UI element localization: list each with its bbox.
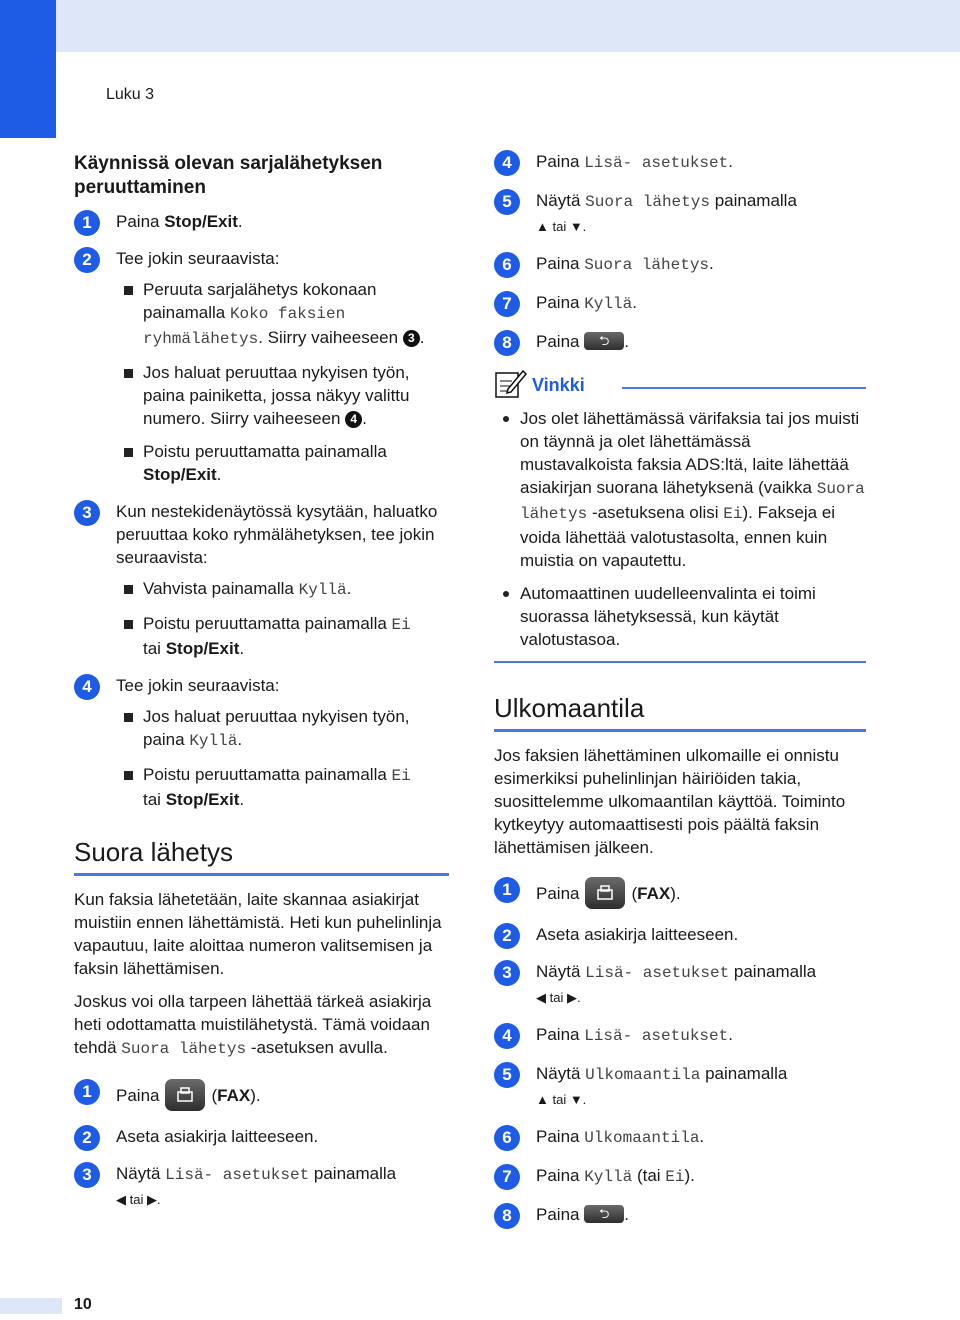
option-list bbox=[116, 278, 449, 486]
lcd-text: Koko faksien ryhmälähetys bbox=[143, 305, 346, 348]
lcd-text: Lisä- asetukset bbox=[584, 1027, 729, 1045]
step-text: . bbox=[624, 332, 629, 351]
section-title: Ulkomaantila bbox=[494, 693, 866, 732]
lcd-text: Kyllä bbox=[189, 732, 238, 750]
lcd-text: Kyllä bbox=[584, 295, 633, 313]
step-3 bbox=[74, 1162, 449, 1211]
step-text: Näytä bbox=[116, 1164, 166, 1183]
square-bullet-icon bbox=[124, 448, 133, 457]
lcd-text: Ei bbox=[391, 616, 411, 634]
arrow-keys-text: ◀ tai ▶. bbox=[536, 990, 581, 1005]
step-2 bbox=[74, 1125, 449, 1148]
chapter-tab bbox=[0, 0, 56, 138]
step-number: 2 bbox=[494, 923, 520, 949]
lcd-text: Suora lähetys bbox=[585, 193, 710, 211]
option-text: . bbox=[239, 790, 245, 809]
step-8 bbox=[494, 330, 866, 353]
paragraph-text: Joskus voi olla tarpeen lähettää tärkeä asiakirja heti odottamatta muistilähetystä. Tämä voidaan tehdä bbox=[74, 992, 432, 1057]
fax-button-icon bbox=[165, 1079, 205, 1111]
step-5 bbox=[494, 1062, 866, 1111]
left-column bbox=[74, 150, 449, 1225]
arrow-keys-text: ▲ tai ▼. bbox=[536, 219, 587, 234]
option-text: Peruuta sarjalähetys kokonaan painamalla bbox=[143, 280, 377, 322]
step-number: 7 bbox=[494, 1164, 520, 1190]
step-number: 6 bbox=[494, 1125, 520, 1151]
step-text: Paina bbox=[536, 1166, 585, 1185]
step-text: Näytä bbox=[536, 962, 586, 981]
step-8 bbox=[494, 1203, 866, 1226]
lcd-text: Ei bbox=[391, 767, 411, 785]
lcd-text: Ulkomaantila bbox=[584, 1129, 700, 1147]
step-number: 3 bbox=[74, 1162, 100, 1188]
lcd-text: Lisä- asetukset bbox=[165, 1166, 310, 1184]
step-number: 8 bbox=[494, 1203, 520, 1229]
square-bullet-icon bbox=[124, 585, 133, 594]
step-text: Kun nestekidenäytössä kysytään, haluatko peruuttaa koko ryhmälähetyksen, tee jokin seuraavista: bbox=[116, 502, 438, 567]
bullet-dot-icon bbox=[503, 416, 509, 422]
step-1 bbox=[494, 877, 866, 909]
step-text: . bbox=[728, 152, 733, 171]
step-6 bbox=[494, 252, 866, 277]
step-3 bbox=[494, 960, 866, 1009]
step-3 bbox=[74, 500, 449, 660]
option-list bbox=[116, 577, 449, 660]
bullet-dot-icon bbox=[503, 591, 509, 597]
option-text: Jos haluat peruuttaa nykyisen työn, paina bbox=[143, 707, 410, 749]
step-number: 1 bbox=[74, 210, 100, 236]
tip-header bbox=[494, 367, 866, 401]
header-band bbox=[0, 0, 960, 52]
step-text: Näytä bbox=[536, 1064, 586, 1083]
step-7 bbox=[494, 1164, 866, 1189]
step-number: 3 bbox=[494, 960, 520, 986]
right-column bbox=[494, 150, 866, 1240]
step-2 bbox=[74, 247, 449, 486]
option-text: . bbox=[239, 639, 245, 658]
step-text: painamalla bbox=[309, 1164, 397, 1183]
subsection-heading: Käynnissä olevan sarjalähetyksen peruuttaminen bbox=[74, 153, 383, 198]
option-text: Poistu peruuttamatta painamalla bbox=[143, 765, 392, 784]
step-text: Paina bbox=[116, 212, 165, 231]
arrow-keys-text: ◀ tai ▶. bbox=[116, 1192, 161, 1207]
option-text: . bbox=[237, 730, 243, 749]
option-text: Vahvista painamalla bbox=[143, 579, 299, 598]
lcd-text: Kyllä bbox=[298, 581, 347, 599]
step-number: 5 bbox=[494, 1062, 520, 1088]
tip-text: -asetuksena olisi bbox=[587, 503, 724, 522]
step-text: . bbox=[709, 254, 714, 273]
option-item bbox=[116, 577, 449, 602]
key-name: FAX bbox=[637, 884, 671, 903]
step-text: painamalla bbox=[709, 191, 797, 210]
lcd-text: Kyllä bbox=[584, 1168, 633, 1186]
step-text: . bbox=[624, 1205, 629, 1224]
step-number: 7 bbox=[494, 291, 520, 317]
option-item bbox=[116, 705, 449, 753]
option-item bbox=[116, 361, 449, 430]
option-text: tai bbox=[143, 639, 166, 658]
tip-item bbox=[494, 407, 866, 572]
step-text: ( bbox=[211, 1086, 218, 1105]
paragraph bbox=[74, 990, 449, 1061]
step-text: Aseta asiakirja laitteeseen. bbox=[536, 925, 739, 944]
square-bullet-icon bbox=[124, 713, 133, 722]
step-text: Paina bbox=[116, 1086, 160, 1105]
step-text: Paina bbox=[536, 1127, 585, 1146]
step-number: 4 bbox=[494, 1023, 520, 1049]
step-text: Paina bbox=[536, 152, 585, 171]
step-text: ). bbox=[670, 884, 681, 903]
option-list bbox=[116, 705, 449, 811]
step-4 bbox=[74, 674, 449, 811]
key-name: Stop/Exit bbox=[164, 212, 238, 231]
section-title: Suora lähetys bbox=[74, 837, 449, 876]
paragraph: Kun faksia lähetetään, laite skannaa asiakirjat muistiin ennen lähettämistä. Heti kun puhelinlinja vapautuu, laite aloittaa numeron valitsemisen ja faksin lähettämisen. bbox=[74, 890, 442, 978]
step-text: . bbox=[237, 212, 243, 231]
square-bullet-icon bbox=[124, 771, 133, 780]
arrow-keys-text: ▲ tai ▼. bbox=[536, 1092, 587, 1107]
step-number: 1 bbox=[494, 877, 520, 903]
page-number: 10 bbox=[74, 1296, 92, 1313]
option-text: Poistu peruuttamatta painamalla bbox=[143, 614, 392, 633]
step-number: 4 bbox=[74, 674, 100, 700]
lcd-text: Suora lähetys bbox=[584, 256, 710, 274]
tip-text: ). Fakseja ei voida lähettää valotustasolta, ennen kuin muistia on vapautettu. bbox=[520, 503, 836, 570]
option-text: . bbox=[216, 465, 222, 484]
step-number: 2 bbox=[74, 247, 100, 273]
step-text: Näytä bbox=[536, 191, 586, 210]
option-text: . bbox=[346, 579, 352, 598]
step-4 bbox=[494, 1023, 866, 1048]
step-4 bbox=[494, 150, 866, 175]
step-1 bbox=[74, 1079, 449, 1111]
tip-text: Jos olet lähettämässä värifaksia tai jos muisti on täynnä ja olet lähettämässä mustavalkoista faksia ADS:ltä, laite lähettää asiakirjan suorana lähetyksenä (vaikka bbox=[520, 409, 860, 497]
paragraph-text: -asetuksen avulla. bbox=[246, 1038, 388, 1057]
option-item bbox=[116, 278, 449, 351]
step-1 bbox=[74, 210, 449, 233]
lcd-text: Lisä- asetukset bbox=[585, 964, 730, 982]
step-text: Paina bbox=[536, 332, 580, 351]
step-number: 3 bbox=[74, 500, 100, 526]
back-button-icon bbox=[584, 332, 624, 350]
step-number: 8 bbox=[494, 330, 520, 356]
step-text: Paina bbox=[536, 1025, 585, 1044]
lcd-text: Ei bbox=[723, 505, 743, 523]
option-text: . bbox=[419, 328, 425, 347]
lcd-text: Ei bbox=[665, 1168, 685, 1186]
lcd-text: Ulkomaantila bbox=[585, 1066, 701, 1084]
tip-box bbox=[494, 367, 866, 663]
step-5 bbox=[494, 189, 866, 238]
option-text: . bbox=[362, 409, 367, 428]
tip-item bbox=[494, 582, 866, 651]
step-number: 6 bbox=[494, 252, 520, 278]
step-text: . bbox=[699, 1127, 705, 1146]
step-text: painamalla bbox=[700, 1064, 788, 1083]
step-text: Tee jokin seuraavista: bbox=[116, 249, 280, 268]
key-name: FAX bbox=[217, 1086, 251, 1105]
key-name: Stop/Exit bbox=[165, 639, 240, 658]
option-text: tai bbox=[143, 790, 166, 809]
lcd-text: Lisä- asetukset bbox=[584, 154, 729, 172]
step-text: (tai bbox=[632, 1166, 666, 1185]
key-name: Stop/Exit bbox=[143, 465, 217, 484]
option-text: Poistu peruuttamatta painamalla bbox=[143, 442, 387, 461]
step-text: Paina bbox=[536, 293, 585, 312]
tip-text: Automaattinen uudelleenvalinta ei toimi suorassa lähetyksessä, kun käytät valotustasoa. bbox=[520, 584, 816, 649]
option-item bbox=[116, 763, 449, 811]
square-bullet-icon bbox=[124, 620, 133, 629]
fax-button-icon bbox=[585, 877, 625, 909]
step-number: 2 bbox=[74, 1125, 100, 1151]
key-name: Stop/Exit bbox=[165, 790, 240, 809]
lcd-text: Suora lähetys bbox=[121, 1040, 247, 1058]
step-reference-icon: 3 bbox=[403, 330, 420, 347]
step-text: ( bbox=[631, 884, 638, 903]
step-text: . bbox=[632, 293, 637, 312]
step-number: 1 bbox=[74, 1079, 100, 1105]
step-number: 5 bbox=[494, 189, 520, 215]
back-button-icon bbox=[584, 1205, 624, 1223]
option-item bbox=[116, 612, 449, 660]
step-text: Tee jokin seuraavista: bbox=[116, 676, 280, 695]
tip-title: Vinkki bbox=[532, 375, 585, 395]
option-text: Jos haluat peruuttaa nykyisen työn, paina painiketta, jossa näkyy valittu numero. Siirry vaiheeseen bbox=[143, 363, 410, 428]
step-text: ). bbox=[250, 1086, 261, 1105]
step-text: Paina bbox=[536, 884, 580, 903]
step-2 bbox=[494, 923, 866, 946]
step-text: painamalla bbox=[729, 962, 817, 981]
square-bullet-icon bbox=[124, 369, 133, 378]
chapter-label: Luku 3 bbox=[106, 86, 155, 103]
paragraph: Jos faksien lähettäminen ulkomaille ei onnistu esimerkiksi puhelinlinjan häiriöiden takia, suosittelemme ulkomaantilan käyttöä. Toiminto kytkeytyy automaattisesti pois päältä faksin lähettämisen jälkeen. bbox=[494, 746, 846, 857]
divider bbox=[622, 387, 866, 389]
step-reference-icon: 4 bbox=[345, 411, 362, 428]
back-arrow-icon: ⮌ bbox=[599, 333, 610, 348]
step-text: . bbox=[728, 1025, 733, 1044]
square-bullet-icon bbox=[124, 286, 133, 295]
lcd-text: Suora lähetys bbox=[520, 480, 865, 523]
step-number: 4 bbox=[494, 150, 520, 176]
step-text: Aseta asiakirja laitteeseen. bbox=[116, 1127, 319, 1146]
step-6 bbox=[494, 1125, 866, 1150]
pencil-note-icon bbox=[494, 367, 528, 404]
option-item bbox=[116, 440, 449, 486]
option-text: . Siirry vaiheeseen bbox=[258, 328, 403, 347]
back-arrow-icon: ⮌ bbox=[599, 1206, 610, 1221]
step-text: ). bbox=[684, 1166, 695, 1185]
footer-tab bbox=[0, 1298, 62, 1314]
step-text: Paina bbox=[536, 1205, 580, 1224]
step-text: Paina bbox=[536, 254, 585, 273]
step-7 bbox=[494, 291, 866, 316]
